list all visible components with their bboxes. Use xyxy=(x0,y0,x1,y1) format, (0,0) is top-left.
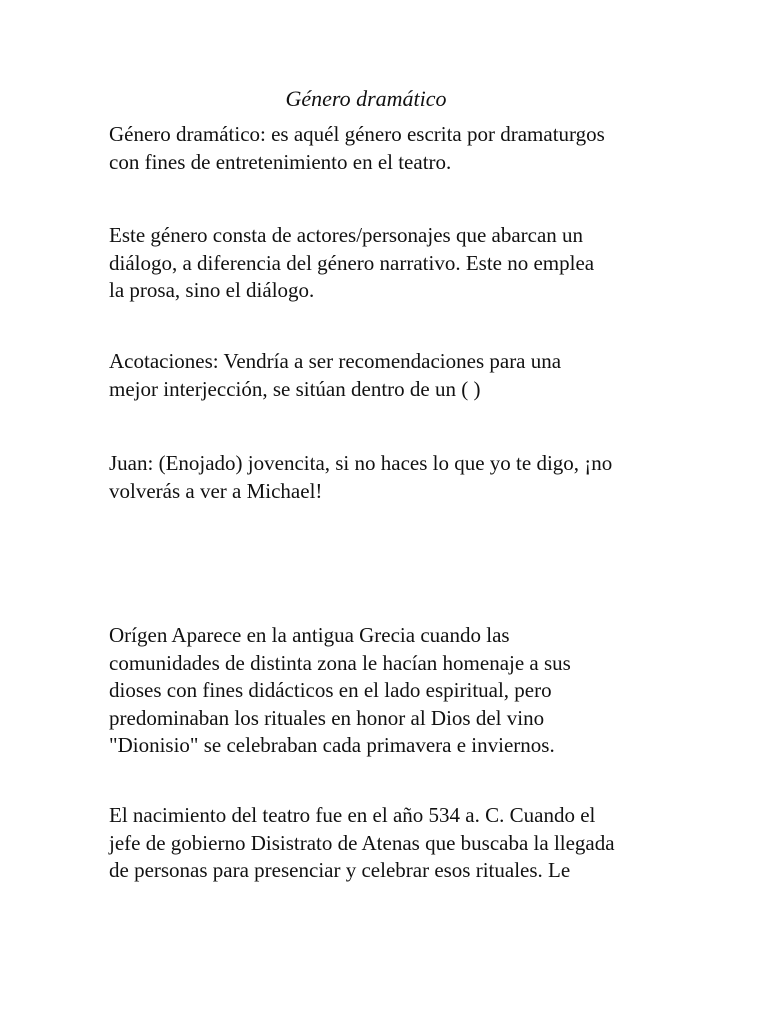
text-line: predominaban los rituales en honor al Dios del vino xyxy=(109,705,545,730)
text-line: volverás a ver a Michael! xyxy=(109,478,323,503)
text-line: Género dramático: es aquél género escrita por dramaturgos xyxy=(109,122,605,146)
paragraph-theater-birth xyxy=(109,802,689,885)
text-line: Acotaciones: Vendría a ser recomendaciones para una xyxy=(109,349,562,373)
paragraph-characteristics xyxy=(109,222,689,305)
paragraph-acotaciones xyxy=(109,348,689,403)
text-line: jefe de gobierno Disistrato de Atenas que buscaba la llegada xyxy=(109,830,615,855)
text-line: dioses con fines didácticos en el lado espiritual, pero xyxy=(109,678,552,702)
text-line: con fines de entretenimiento en el teatro. xyxy=(109,149,452,174)
text-line: comunidades de distinta zona le hacían homenaje a sus xyxy=(109,650,571,675)
text-line: "Dionisio" se celebraban cada primavera e inviernos. xyxy=(109,733,555,757)
document-title: Género dramático xyxy=(285,86,447,111)
text-line: Juan: (Enojado) jovencita, si no haces lo que yo te digo, ¡no xyxy=(109,451,613,475)
paragraph-definition xyxy=(109,121,689,176)
text-line: diálogo, a diferencia del género narrativo. Este no emplea xyxy=(109,250,595,275)
text-line: El nacimiento del teatro fue en el año 534 a. C. Cuando el xyxy=(109,803,596,827)
text-line: Orígen Aparece en la antigua Grecia cuando las xyxy=(109,623,510,647)
text-line: de personas para presenciar y celebrar esos rituales. Le xyxy=(109,858,571,882)
paragraph-origin xyxy=(109,622,689,760)
text-line: Este género consta de actores/personajes que abarcan un xyxy=(109,223,584,247)
text-line: la prosa, sino el diálogo. xyxy=(109,278,315,302)
paragraph-example xyxy=(109,450,689,505)
text-line: mejor interjección, se sitúan dentro de un ( ) xyxy=(109,376,481,401)
